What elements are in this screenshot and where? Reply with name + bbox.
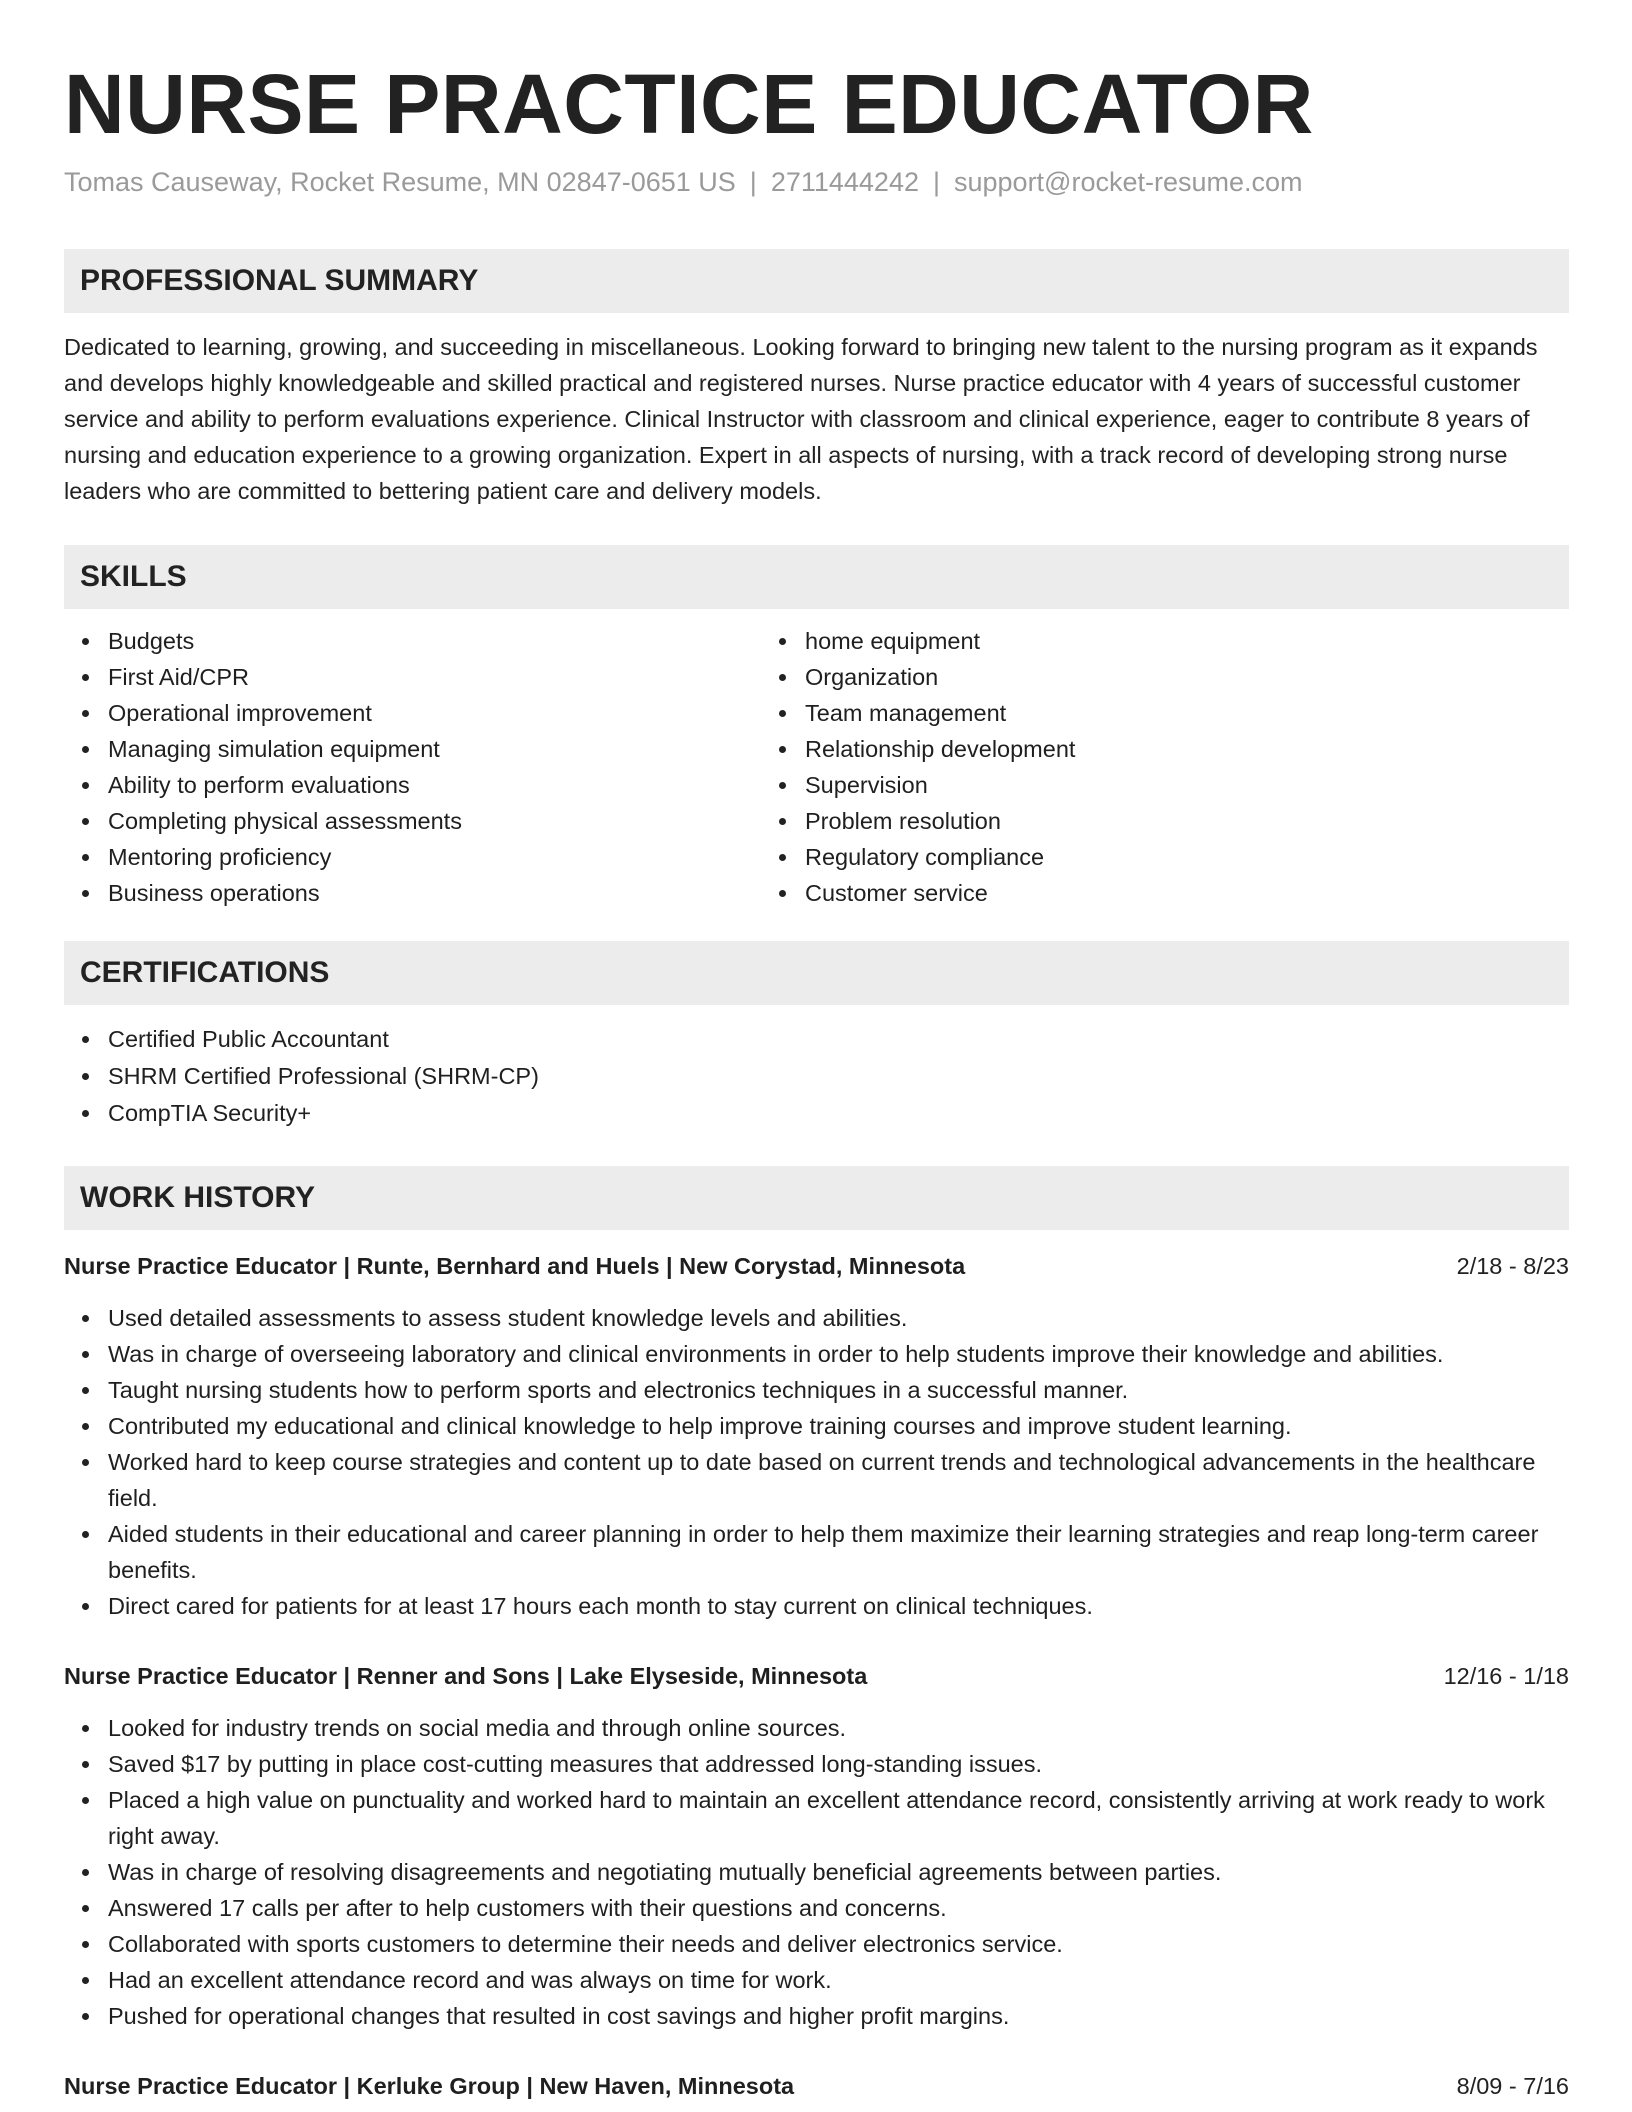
skill-item: Relationship development [805, 731, 1075, 767]
contact-separator: | [932, 167, 940, 197]
job-header [64, 1248, 1569, 1284]
job-title: Nurse Practice Educator | Renner and Sons | Lake Elyseside, Minnesota [64, 1663, 868, 1689]
contact-phone: 2711444242 [770, 167, 919, 197]
contact-email: support@rocket-resume.com [954, 167, 1303, 197]
job-duty-item: Pushed for operational changes that resulted in cost savings and higher profit margins. [108, 1998, 1569, 2034]
certification-item: SHRM Certified Professional (SHRM-CP) [108, 1058, 1569, 1095]
skill-item: Problem resolution [805, 803, 1075, 839]
skill-item: Supervision [805, 767, 1075, 803]
certification-item: CompTIA Security+ [108, 1095, 1569, 1132]
job-duties-list [64, 1710, 1569, 2034]
resume-name: NURSE PRACTICE EDUCATOR [64, 57, 1314, 151]
skill-item: Regulatory compliance [805, 839, 1075, 875]
summary-heading: PROFESSIONAL SUMMARY [64, 249, 1569, 313]
skill-item: Customer service [805, 875, 1075, 911]
job-duties-list [64, 1300, 1569, 1624]
skill-item: First Aid/CPR [108, 659, 761, 695]
job-title: Nurse Practice Educator | Runte, Bernhard and Huels | New Corystad, Minnesota [64, 1253, 966, 1279]
job-duty-item: Aided students in their educational and career planning in order to help them maximize their learning strategies and reap long-term career benefits. [108, 1516, 1569, 1588]
job-duty-item: Had an excellent attendance record and was always on time for work. [108, 1962, 1569, 1998]
skill-item: Ability to perform evaluations [108, 767, 761, 803]
job-duty-item: Saved $17 by putting in place cost-cutting measures that addressed long-standing issues. [108, 1746, 1569, 1782]
contact-separator: | [749, 167, 757, 197]
certification-item: Certified Public Accountant [108, 1021, 1569, 1058]
job-duty-item: Placed a high value on punctuality and worked hard to maintain an excellent attendance record, consistently arriving at work ready to work right away. [108, 1782, 1569, 1854]
skill-item: Mentoring proficiency [108, 839, 761, 875]
skill-item: Team management [805, 695, 1075, 731]
job-header [64, 1658, 1569, 1694]
job-duty-item: Direct cared for patients for at least 17 hours each month to stay current on clinical techniques. [108, 1588, 1569, 1624]
contact-address: Tomas Causeway, Rocket Resume, MN 02847-0651 US [64, 167, 736, 197]
job-duty-item: Worked hard to keep course strategies and content up to date based on current trends and technological advancements in the healthcare field. [108, 1444, 1569, 1516]
job-entry [64, 1248, 1569, 1624]
job-duty-item: Answered 17 calls per after to help customers with their questions and concerns. [108, 1890, 1569, 1926]
skill-item: Managing simulation equipment [108, 731, 761, 767]
job-dates: 8/09 - 7/16 [1456, 2073, 1569, 2099]
skills-right-list [761, 623, 1075, 911]
job-entry [64, 2068, 1569, 2104]
job-duty-item: Contributed my educational and clinical knowledge to help improve training courses and improve student learning. [108, 1408, 1569, 1444]
job-entry [64, 1658, 1569, 2034]
job-duty-item: Taught nursing students how to perform sports and electronics techniques in a successful manner. [108, 1372, 1569, 1408]
work-history-heading: WORK HISTORY [64, 1166, 1569, 1230]
job-header [64, 2068, 1569, 2104]
job-dates: 2/18 - 8/23 [1456, 1253, 1569, 1279]
skill-item: Organization [805, 659, 1075, 695]
skill-item: Completing physical assessments [108, 803, 761, 839]
skills-heading: SKILLS [64, 545, 1569, 609]
skills-columns [64, 623, 1569, 911]
job-duty-item: Was in charge of overseeing laboratory and clinical environments in order to help students improve their knowledge and abilities. [108, 1336, 1569, 1372]
job-duty-item: Collaborated with sports customers to determine their needs and deliver electronics service. [108, 1926, 1569, 1962]
contact-line [64, 164, 1569, 200]
skill-item: Business operations [108, 875, 761, 911]
skill-item: Operational improvement [108, 695, 761, 731]
work-history-list [64, 1248, 1569, 2104]
certifications-heading: CERTIFICATIONS [64, 941, 1569, 1005]
skills-left-list [64, 623, 761, 911]
skill-item: home equipment [805, 623, 1075, 659]
job-duty-item: Was in charge of resolving disagreements and negotiating mutually beneficial agreements between parties. [108, 1854, 1569, 1890]
job-duty-item: Used detailed assessments to assess student knowledge levels and abilities. [108, 1300, 1569, 1336]
summary-text: Dedicated to learning, growing, and succeeding in miscellaneous. Looking forward to bringing new talent to the nursing program as it expands and develops highly knowledgeable and skilled practical and registered nurses. Nurse practice educator with 4 years of successful customer service and ability to perform evaluations experience. Clinical Instructor with classroom and clinical experience, eager to contribute 8 years of nursing and education experience to a growing organization. Expert in all aspects of nursing, with a track record of developing strong nurse leaders who are committed to bettering patient care and delivery models. [64, 334, 1538, 504]
job-dates: 12/16 - 1/18 [1443, 1663, 1569, 1689]
skill-item: Budgets [108, 623, 761, 659]
job-duty-item: Looked for industry trends on social media and through online sources. [108, 1710, 1569, 1746]
job-title: Nurse Practice Educator | Kerluke Group | New Haven, Minnesota [64, 2073, 795, 2099]
certifications-list [64, 1021, 1569, 1132]
